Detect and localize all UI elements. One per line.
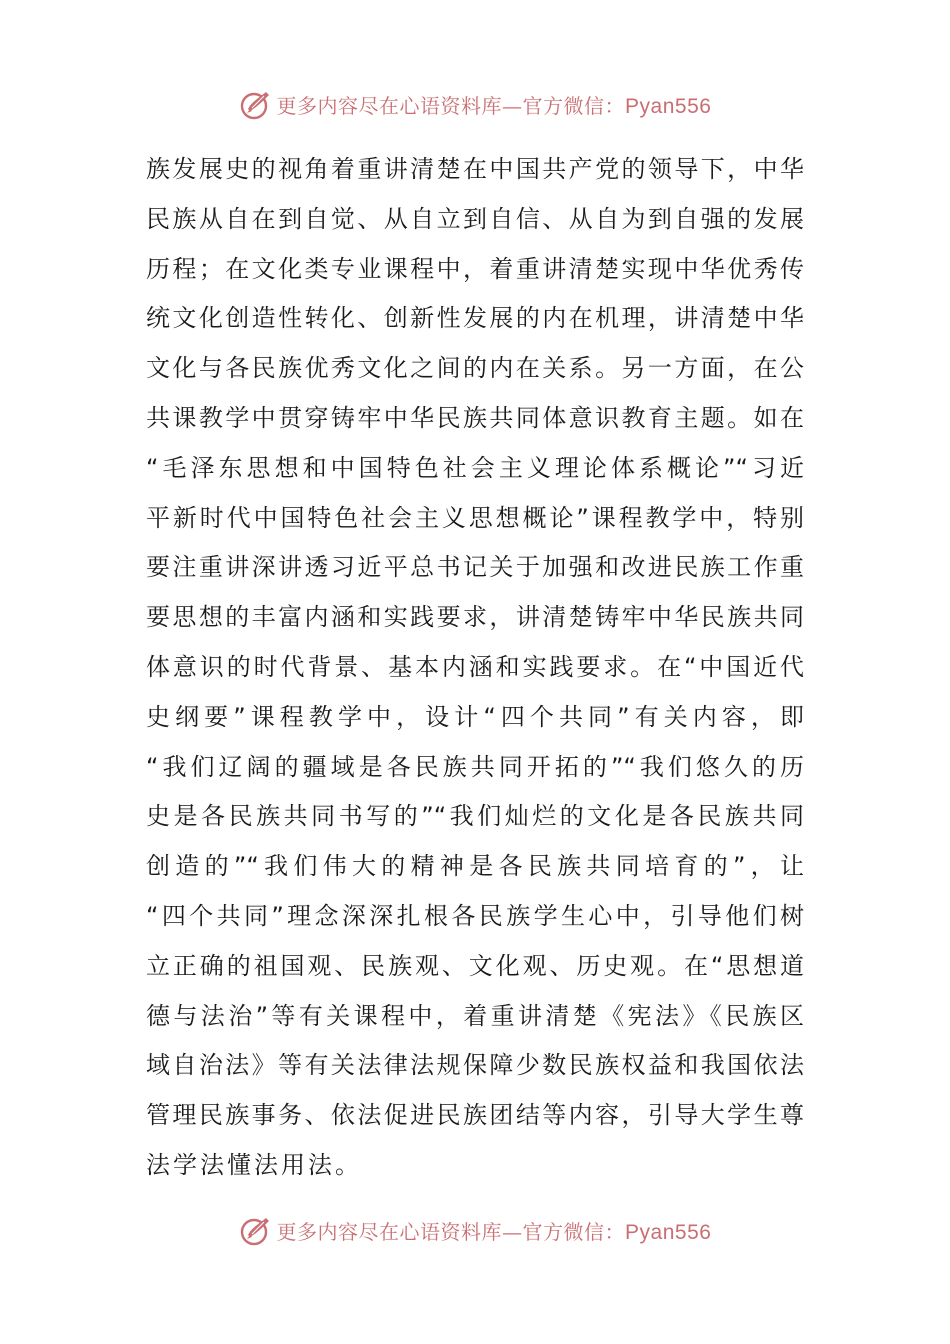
text-line: “我们辽阔的疆域是各民族共同开拓的”“我们悠久的历 xyxy=(146,752,804,781)
text-line: 民族从自在到自觉、从自立到自信、从自为到自强的发展 xyxy=(146,204,804,233)
header-banner xyxy=(0,84,950,124)
text-line: 体意识的时代背景、基本内涵和实践要求。在“中国近代 xyxy=(146,652,804,681)
text-line: 统文化创造性转化、创新性发展的内在机理，讲清楚中华 xyxy=(146,304,804,333)
banner-dash: — xyxy=(502,93,523,118)
text-line-last: 法学法懂法用法。 xyxy=(146,1150,362,1179)
text-line: 域自治法》等有关法律法规保障少数民族权益和我国依法 xyxy=(146,1051,804,1080)
banner-wechat-id: Pyan556 xyxy=(625,94,712,118)
text-line: “毛泽东思想和中国特色社会主义理论体系概论”“习近 xyxy=(146,453,804,482)
text-line: 管理民族事务、依法促进民族团结等内容，引导大学生尊 xyxy=(146,1101,804,1130)
footer-banner xyxy=(0,1210,950,1250)
text-line: 立正确的祖国观、民族观、文化观、历史观。在“思想道 xyxy=(146,951,804,980)
text-line: 历程；在文化类专业课程中，着重讲清楚实现中华优秀传 xyxy=(146,254,804,283)
text-line: 史纲要”课程教学中，设计“四个共同”有关内容，即 xyxy=(146,702,804,731)
text-line: 德与法治”等有关课程中，着重讲清楚《宪法》《民族区 xyxy=(146,1001,804,1030)
banner-wechat-id: Pyan556 xyxy=(625,1220,712,1244)
text-line: “四个共同”理念深深扎根各民族学生心中，引导他们树 xyxy=(146,901,804,930)
pen-logo-icon xyxy=(239,87,273,121)
text-line: 创造的”“我们伟大的精神是各民族共同培育的”，让 xyxy=(146,852,804,881)
document-body xyxy=(146,145,826,1191)
banner-wechat-label: 官方微信： xyxy=(522,1219,626,1244)
text-line: 共课教学中贯穿铸牢中华民族共同体意识教育主题。如在 xyxy=(146,403,804,432)
banner-wechat-label: 官方微信： xyxy=(522,93,626,118)
text-line: 平新时代中国特色社会主义思想概论”课程教学中，特别 xyxy=(146,503,804,532)
banner-slogan: 更多内容尽在心语资料库 xyxy=(276,1219,503,1244)
text-line: 史是各民族共同书写的”“我们灿烂的文化是各民族共同 xyxy=(146,802,804,831)
banner-dash: — xyxy=(502,1219,523,1244)
pen-logo-icon xyxy=(239,1213,273,1247)
text-line: 要注重讲深讲透习近平总书记关于加强和改进民族工作重 xyxy=(146,553,804,582)
text-line: 文化与各民族优秀文化之间的内在关系。另一方面，在公 xyxy=(146,354,804,383)
text-line: 要思想的丰富内涵和实践要求，讲清楚铸牢中华民族共同 xyxy=(146,603,804,632)
banner-text xyxy=(277,1216,712,1245)
banner-slogan: 更多内容尽在心语资料库 xyxy=(276,93,503,118)
text-line: 族发展史的视角着重讲清楚在中国共产党的领导下，中华 xyxy=(146,155,804,183)
banner-text xyxy=(277,90,712,119)
